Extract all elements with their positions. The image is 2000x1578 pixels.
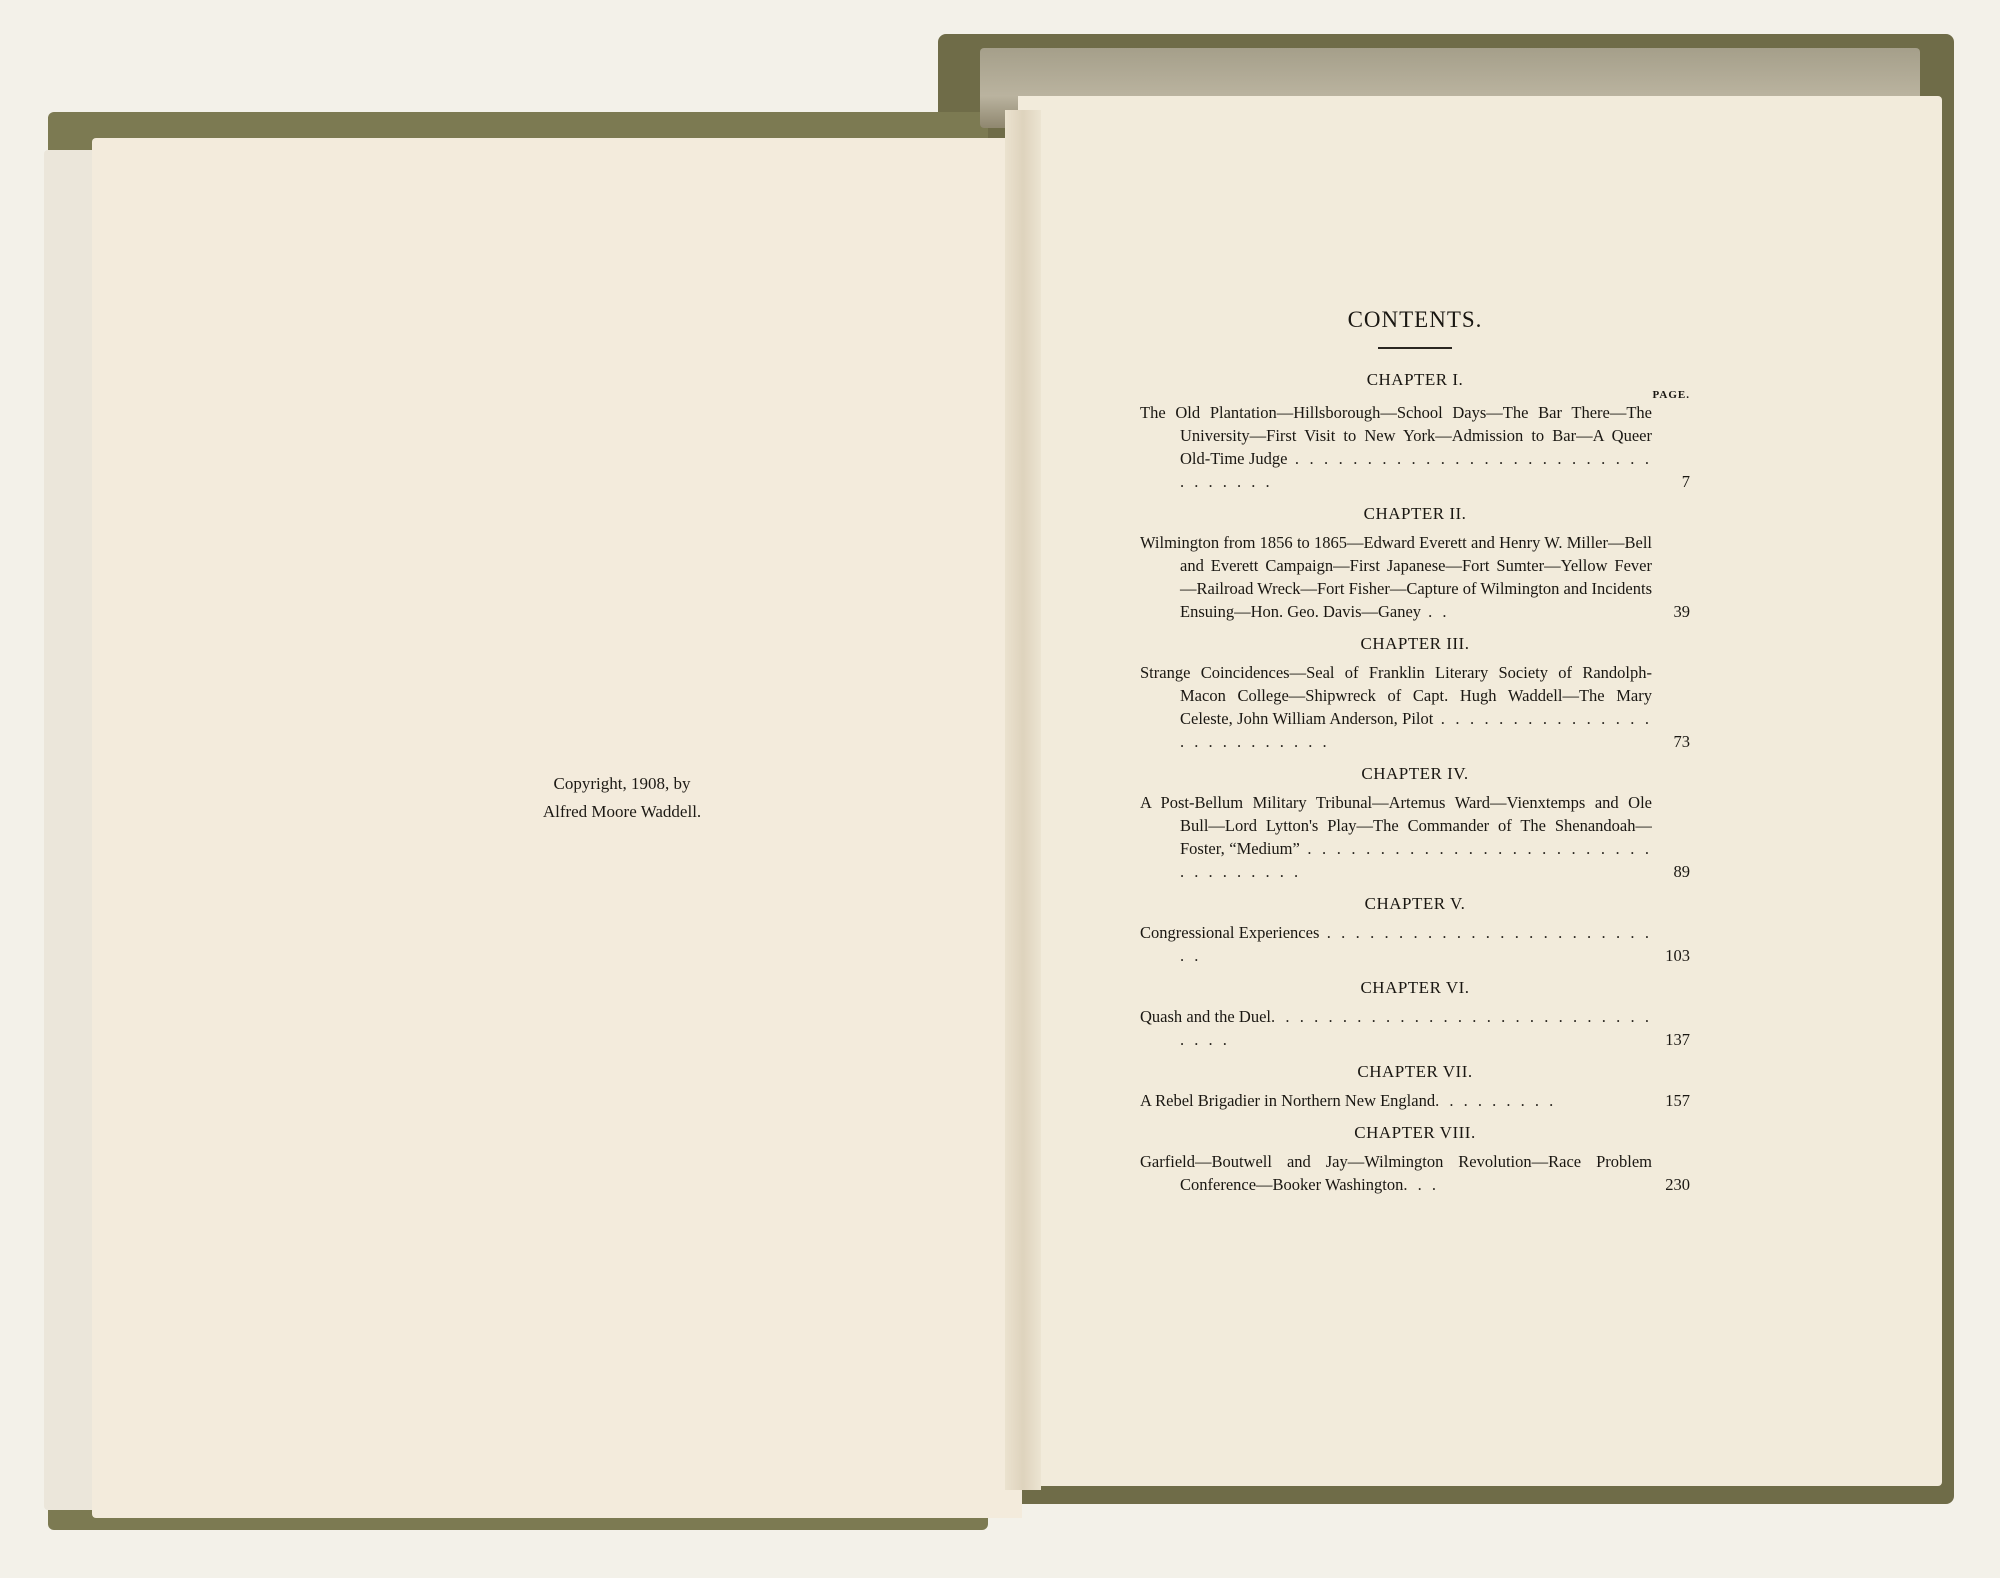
chapter-summary-text: Congressional Experiences	[1140, 923, 1320, 942]
chapter-heading: CHAPTER VI.	[1360, 978, 1470, 997]
title-rule	[1378, 347, 1452, 349]
leader-dots: . .	[1421, 602, 1450, 621]
page-number: 73	[1673, 732, 1690, 751]
toc-entry	[1140, 1089, 1690, 1112]
toc-entry	[1140, 791, 1690, 883]
page-number: 7	[1681, 472, 1690, 491]
chapter-heading: CHAPTER VIII.	[1354, 1123, 1476, 1142]
leader-dots: . . . . . . . . . . . . . . . . . . . . . . . . .	[1180, 923, 1652, 965]
chapter-summary	[1140, 1150, 1652, 1196]
chapter-summary-text: Garfield—Boutwell and Jay—Wilmington Revolution—Race Problem Conference—Booker Washington	[1140, 1152, 1652, 1194]
copyright-notice	[512, 770, 732, 826]
toc-chapter-7	[1140, 1059, 1690, 1112]
chapter-heading: CHAPTER IV.	[1361, 764, 1469, 783]
toc-entry	[1140, 661, 1690, 753]
leader-dots: . . . . . . . . .	[1435, 1091, 1557, 1110]
chapter-summary-text: A Post-Bellum Military Tribunal—Artemus Ward—Vienxtemps and Ole Bull—Lord Lytton's Play—The Commander of The Shenandoah—Foster, “Medium”	[1140, 793, 1652, 858]
toc-entry	[1140, 921, 1690, 967]
left-page	[92, 138, 1022, 1518]
toc-chapter-6	[1140, 975, 1690, 1051]
page-number: 89	[1673, 862, 1690, 881]
chapter-summary-text: The Old Plantation—Hillsborough—School Days—The Bar There—The University—First Visit to New York—Admission to Bar—A Queer Old-Time Judge	[1140, 403, 1652, 468]
toc-chapter-4	[1140, 761, 1690, 883]
chapter-summary	[1140, 791, 1652, 883]
leader-dots: . . . . . . . . . . . . . . . . . . . . . . . . . . . . . . . . .	[1180, 839, 1652, 881]
chapter-summary	[1140, 401, 1652, 493]
page-number: 230	[1665, 1175, 1690, 1194]
chapter-heading: CHAPTER III.	[1360, 634, 1470, 653]
page-number: 157	[1665, 1091, 1690, 1110]
leader-dots: . . . . . . . . . . . . . . . . . . . . . . . . . . . . . . . .	[1180, 449, 1652, 491]
toc-entry	[1140, 531, 1690, 623]
page-number: 103	[1665, 946, 1690, 965]
book-gutter	[1005, 110, 1041, 1490]
chapter-summary-text: A Rebel Brigadier in Northern New England	[1140, 1091, 1436, 1110]
toc-entry	[1140, 401, 1690, 493]
toc-chapter-5	[1140, 891, 1690, 967]
contents-title: CONTENTS.	[1347, 307, 1483, 332]
toc-chapter-1	[1140, 367, 1690, 493]
chapter-heading: CHAPTER V.	[1364, 894, 1466, 913]
page-number: 39	[1673, 602, 1690, 621]
chapter-summary-text: Quash and the Duel	[1140, 1007, 1271, 1026]
page-number: 137	[1665, 1030, 1690, 1049]
chapter-summary	[1140, 531, 1652, 623]
copyright-line-2: Alfred Moore Waddell.	[542, 802, 702, 821]
chapter-summary	[1140, 921, 1652, 967]
toc-chapter-8	[1140, 1120, 1690, 1196]
chapter-summary-text: Strange Coincidences—Seal of Franklin Literary Society of Randolph-Macon College—Shipwreck of Capt. Hugh Waddell—The Mary Celeste, John William Anderson, Pilot	[1140, 663, 1652, 728]
leader-dots: . . . . . . . . . . . . . . . . . . . . . . . . . . . . . . .	[1180, 1007, 1652, 1049]
copyright-line-1: Copyright, 1908, by	[553, 774, 691, 793]
toc-entry	[1140, 1150, 1690, 1196]
toc-chapter-2	[1140, 501, 1690, 623]
chapter-heading: CHAPTER I.	[1366, 370, 1464, 389]
page-column-label: PAGE.	[1652, 389, 1690, 401]
leader-dots: . . . . . . . . . . . . . . . . . . . . . . . . . .	[1180, 709, 1652, 751]
leader-dots: . . .	[1403, 1175, 1439, 1194]
chapter-summary	[1140, 661, 1652, 753]
chapter-heading: CHAPTER VII.	[1357, 1062, 1473, 1081]
table-of-contents	[1140, 305, 1690, 1204]
chapter-heading: CHAPTER II.	[1363, 504, 1467, 523]
toc-entry	[1140, 1005, 1690, 1051]
chapter-summary	[1140, 1005, 1652, 1051]
chapter-summary	[1140, 1089, 1652, 1112]
toc-chapter-3	[1140, 631, 1690, 753]
chapter-summary-text: Wilmington from 1856 to 1865—Edward Everett and Henry W. Miller—Bell and Everett Campaign—First Japanese—Fort Sumter—Yellow Fever—Railroad Wreck—Fort Fisher—Capture of Wilmington and Incidents Ensuing—Hon. Geo. Davis—Ganey	[1140, 533, 1652, 621]
